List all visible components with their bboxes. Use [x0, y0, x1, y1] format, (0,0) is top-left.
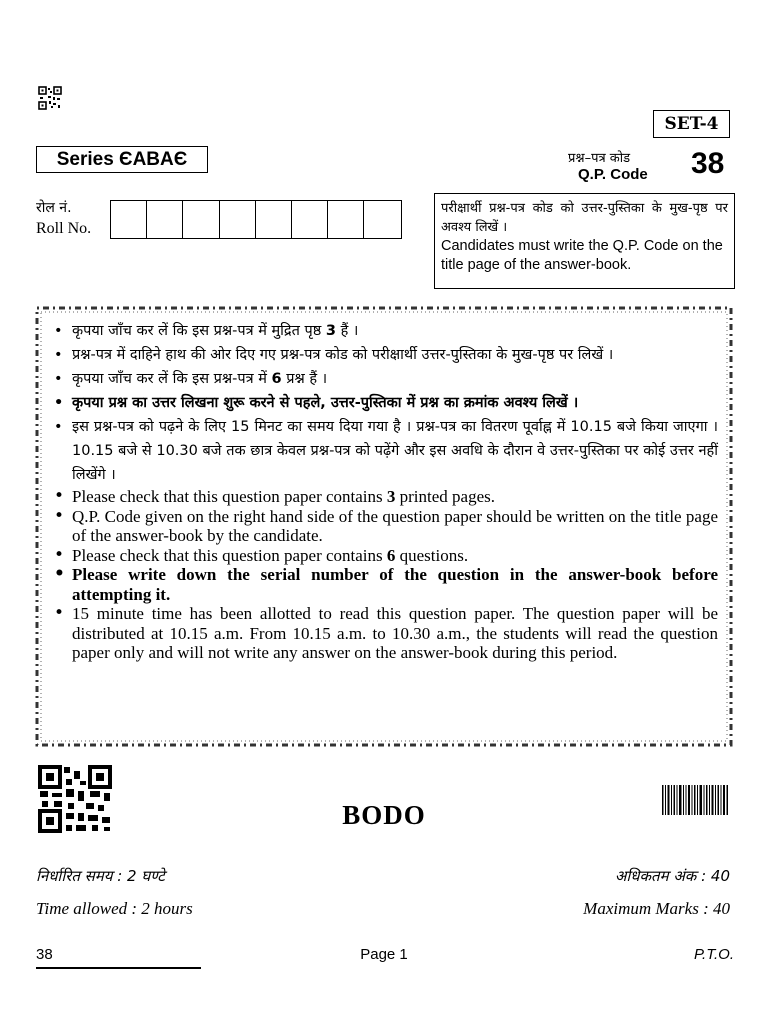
roll-digit-box[interactable] — [111, 201, 147, 238]
time-allowed: Time allowed : 2 hours — [36, 899, 193, 918]
qp-code-label-hindi: प्रश्न–पत्र कोड — [568, 151, 631, 166]
barcode-icon — [662, 785, 729, 815]
roll-digit-box[interactable] — [364, 201, 400, 238]
instruction-item: • कृपया जाँच कर लें कि इस प्रश्न-पत्र में 6 प्रश्न हैं । — [52, 367, 718, 391]
instruction-item: • 15 minute time has been allotted to read this question paper. The question paper will be distributed at 10.15 a.m. From 10.15 a.m. to 10.30 a.m., the students will read the question paper only and will not write any answer on the answer-book during this period. — [52, 604, 718, 663]
roll-digit-box[interactable] — [183, 201, 219, 238]
page-number: Page 1 — [360, 946, 408, 963]
instructions-list — [52, 319, 718, 663]
roll-label: Roll No. — [36, 220, 92, 237]
note-hindi: परीक्षार्थी प्रश्न-पत्र कोड को उत्तर-पुस्तिका के मुख-पृष्ठ पर अवश्य लिखें । — [441, 201, 728, 235]
qp-code-note-box — [434, 193, 735, 289]
roll-number-boxes[interactable] — [110, 200, 402, 239]
roll-digit-box[interactable] — [328, 201, 364, 238]
footer-code: 38 — [36, 946, 53, 963]
instruction-item: • कृपया जाँच कर लें कि इस प्रश्न-पत्र में मुद्रित पृष्ठ 3 हैं । — [52, 319, 718, 343]
instruction-item: • कृपया प्रश्न का उत्तर लिखना शुरू करने से पहले, उत्तर-पुस्तिका में प्रश्न का क्रमांक अवश्य लिखें । — [52, 391, 718, 415]
qp-code-number: 38 — [691, 147, 725, 180]
roll-digit-box[interactable] — [220, 201, 256, 238]
roll-digit-box[interactable] — [147, 201, 183, 238]
roll-label-hindi: रोल नं. — [36, 200, 72, 216]
qp-code-label: Q.P. Code — [578, 166, 648, 183]
note-english: Candidates must write the Q.P. Code on the title page of the answer-book. — [441, 238, 723, 273]
instruction-item: • Q.P. Code given on the right hand side of the question paper should be written on the title page of the answer-book by the candidate. — [52, 507, 718, 546]
set-badge: SET-4 — [653, 110, 730, 138]
footer-divider — [36, 967, 201, 969]
instruction-item: • Please check that this question paper contains 6 questions. — [52, 546, 718, 566]
subject-title: BODO — [342, 800, 426, 830]
instruction-item: • Please write down the serial number of the question in the answer-book before attempting it. — [52, 565, 718, 604]
roll-digit-box[interactable] — [256, 201, 292, 238]
series-label: Series ЄABAЄ — [36, 146, 208, 173]
instruction-item: • Please check that this question paper contains 3 printed pages. — [52, 487, 718, 507]
instructions-box — [34, 305, 734, 748]
instruction-item: • इस प्रश्न-पत्र को पढ़ने के लिए 15 मिनट का समय दिया गया है । प्रश्न-पत्र का वितरण पूर्वाह्न में 10.15 बजे किया जाएगा । 10.15 बजे से 10.30 बजे तक छात्र केवल प्रश्न-पत्र को पढ़ेंगे और इस अवधि के दौरान वे उत्तर-पुस्तिका पर कोई उत्तर नहीं लिखेंगे । — [52, 415, 718, 487]
instruction-item: • प्रश्न-पत्र में दाहिने हाथ की ओर दिए गए प्रश्न-पत्र कोड को परीक्षार्थी उत्तर-पुस्तिका के मुख-पृष्ठ पर लिखें । — [52, 343, 718, 367]
roll-digit-box[interactable] — [292, 201, 328, 238]
pto-label: P.T.O. — [693, 946, 734, 963]
maximum-marks-hindi: अधिकतम अंक : 40 — [614, 867, 730, 885]
maximum-marks: Maximum Marks : 40 — [583, 899, 730, 918]
time-allowed-hindi: निर्धारित समय : 2 घण्टे — [36, 867, 165, 885]
small-qr-code-icon — [38, 86, 62, 110]
